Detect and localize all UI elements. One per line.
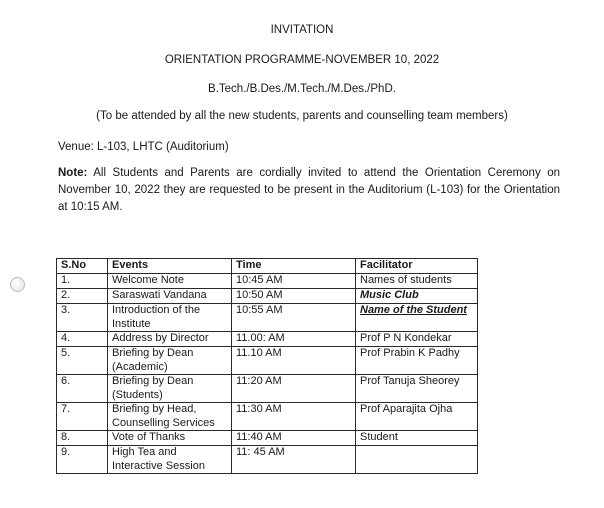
programme-heading: ORIENTATION PROGRAMME-NOVEMBER 10, 2022	[164, 54, 440, 66]
audience-line: (To be attended by all the new students, parents and counselling team members)	[96, 110, 508, 122]
cell-event: High Tea and Interactive Session	[108, 446, 232, 474]
table-row	[57, 332, 478, 347]
cell-time: 11:40 AM	[232, 431, 356, 446]
cell-sno: 8.	[57, 431, 108, 446]
cell-time: 11.10 AM	[232, 347, 356, 375]
table-row	[57, 375, 478, 403]
table-row	[57, 289, 478, 304]
cell-sno: 3.	[57, 304, 108, 332]
schedule-table	[56, 258, 478, 474]
cell-event: Briefing by Head, Counselling Services	[108, 403, 232, 431]
cell-time: 11: 45 AM	[232, 446, 356, 474]
cell-time: 11:20 AM	[232, 375, 356, 403]
punch-hole-icon	[10, 277, 25, 292]
note-label: Note:	[58, 167, 88, 179]
cell-facilitator: Name of the Student	[356, 304, 478, 332]
table-row	[57, 403, 478, 431]
courses-line: B.Tech./B.Des./M.Tech./M.Des./PhD.	[208, 83, 396, 95]
cell-sno: 1.	[57, 274, 108, 289]
cell-time: 11.00: AM	[232, 332, 356, 347]
note-paragraph	[58, 165, 560, 216]
header-events: Events	[108, 259, 232, 274]
cell-time: 10:45 AM	[232, 274, 356, 289]
cell-event: Vote of Thanks	[108, 431, 232, 446]
cell-facilitator: Music Club	[356, 289, 478, 304]
cell-facilitator: Prof Prabin K Padhy	[356, 347, 478, 375]
table-header-row	[57, 259, 478, 274]
table-row	[57, 274, 478, 289]
cell-facilitator: Student	[356, 431, 478, 446]
cell-sno: 5.	[57, 347, 108, 375]
cell-event: Welcome Note	[108, 274, 232, 289]
table-row	[57, 347, 478, 375]
cell-sno: 7.	[57, 403, 108, 431]
cell-sno: 4.	[57, 332, 108, 347]
cell-event: Briefing by Dean (Academic)	[108, 347, 232, 375]
header-facilitator: Facilitator	[356, 259, 478, 274]
cell-facilitator: Prof P N Kondekar	[356, 332, 478, 347]
cell-event: Introduction of the Institute	[108, 304, 232, 332]
cell-event: Briefing by Dean (Students)	[108, 375, 232, 403]
table-row	[57, 446, 478, 474]
document-title: INVITATION	[270, 24, 334, 36]
cell-facilitator: Names of students	[356, 274, 478, 289]
cell-time: 11:30 AM	[232, 403, 356, 431]
venue-line: Venue: L-103, LHTC (Auditorium)	[58, 141, 229, 153]
cell-facilitator: Prof Tanuja Sheorey	[356, 375, 478, 403]
note-text: All Students and Parents are cordially invited to attend the Orientation Ceremony on November 10, 2022 they are requested to be present in the Auditorium (L-103) for the Orientation at 10:15 AM.	[58, 167, 560, 213]
cell-event: Address by Director	[108, 332, 232, 347]
header-time: Time	[232, 259, 356, 274]
cell-time: 10:50 AM	[232, 289, 356, 304]
cell-event: Saraswati Vandana	[108, 289, 232, 304]
header-sno: S.No	[57, 259, 108, 274]
cell-sno: 9.	[57, 446, 108, 474]
cell-facilitator	[356, 446, 478, 474]
table-row	[57, 431, 478, 446]
cell-time: 10:55 AM	[232, 304, 356, 332]
cell-sno: 6.	[57, 375, 108, 403]
table-row	[57, 304, 478, 332]
cell-sno: 2.	[57, 289, 108, 304]
cell-facilitator: Prof Aparajita Ojha	[356, 403, 478, 431]
